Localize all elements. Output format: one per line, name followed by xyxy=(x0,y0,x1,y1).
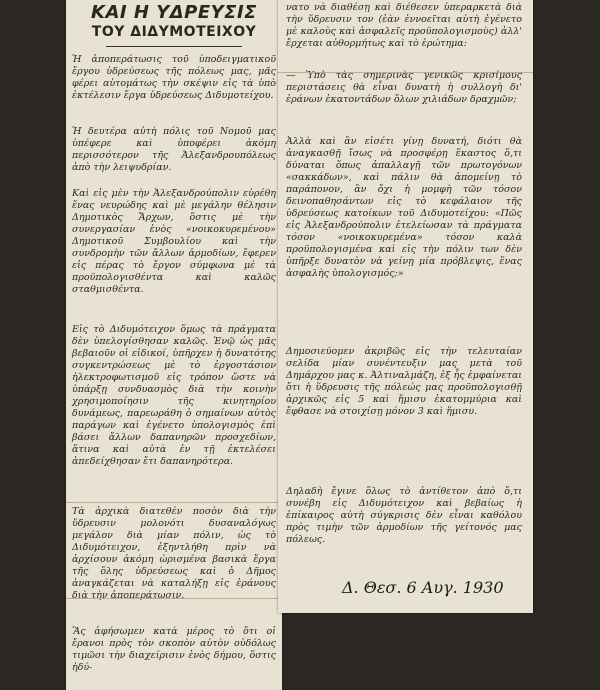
article-paragraph: — Ὑπὸ τὰς σημερινὰς γενικῶς κρισίμους περιστάσεις θὰ εἶναι δυνατὴ ἡ συλλογὴ δι' ἐράνων ἑκατοντάδων ὅλων χιλιάδων δραχμῶν; xyxy=(286,70,522,105)
article-paragraph: Εἰς τὸ Διδυμότειχον ὅμως τὰ πράγματα δὲν ὑπελογίσθησαν καλῶς. Ἐνῷ ὡς μᾶς βεβαιοῦν οἱ εἰδικοί, ὑπῆρχεν ἡ δυνατότης συγκεντρώσεως μὲ τὸ ἐργοστάσιον ἠλεκτροφωτισμοῦ εἰς τρόπον ὥστε νὰ ὑπάρξῃ συνδυασμὸς διὰ τὴν κοινὴν χρησιμοποίησιν τῆς κινητηρίου δυνάμεως, παρεωράθη ὁ σημαίνων αὐτὸς παράγων καὶ ἐγένετο ὑπολογισμὸς ἐπὶ βάσει ἄλλων δαπανηρῶν προσχεδίων, ἅτινα καὶ αὐτὰ ἐν τῇ ἐκτελέσει ἀπεδείχθησαν ἔτι δαπανηρότερα. xyxy=(72,324,276,467)
title-divider xyxy=(106,46,242,47)
article-subtitle: ΤΟΥ ΔΙΔΥΜΟΤΕΙΧΟΥ xyxy=(91,24,257,40)
fold-line xyxy=(278,72,533,73)
article-clipping-right xyxy=(278,0,533,613)
article-title: ΚΑΙ Η ΥΔΡΕΥΣΙΣ xyxy=(91,2,257,23)
article-paragraph: Δηλαδὴ ἔγινε ὅλως τὸ ἀντίθετον ἀπὸ ὅ,τι συνέβη εἰς Διδυμότειχον καὶ βεβαίως ἡ ἐπίκαιρος αὐτὴ σύγκρισις δὲν εἶναι καθόλου πρὸς τιμὴν τῶν ἁρμοδίων τῆς γείτονός μας πόλεως. xyxy=(286,486,522,545)
article-paragraph: Καὶ εἰς μὲν τὴν Ἀλεξανδρούπολιν εὑρέθη ἕνας νευρώδης καὶ μὲ μεγάλην θέλησιν Δημοτικὸς Ἄρχων, ὅστις μὲ τὴν συνεργασίαν ἑνὸς «νοικοκυρεμένου» Δημοτικοῦ Συμβουλίου καὶ τὴν συνδρομὴν τῶν ἄλλων ἁρμοδίων, ἔφερεν εἰς πέρας τὸ ἔργον σύμφωνα μὲ τὰ προϋπολογισθέντα καὶ καλῶς σταθμισθέντα. xyxy=(72,188,276,295)
article-paragraph: Ἀλλὰ καὶ ἂν εἰσέτι γίνῃ δυνατή, διότι θὰ ἀναγκασθῇ ἴσως νὰ προσφέρῃ ἕκαστος ὅ,τι δύναται ὅπως ἀπαλλαγῇ τῶν πρωτογόνων «σακκάδων», καὶ πάλιν θὰ ἀπομείνῃ τὸ παράπονον, ἂν ὄχι ἡ μομφὴ τῶν τόσον δεινοπαθησάντων εἰς τὸ κεφάλαιον τῆς ὑδρεύσεως κατοίκων τοῦ Διδυμοτείχου: «Πῶς εἰς Ἀλεξανδρούπολιν ἐτελείωσαν τὰ πράγματα τόσον «νοικοκυρεμένα» τόσον καλὰ προϋπολογισμένα καὶ εἰς τὴν πόλιν των δὲν ὑπῆρξε δυνατὸν νὰ γείνῃ μία πρόβλεψις, ἕνας ἀσφαλὴς ὑπολογισμός;» xyxy=(286,136,522,279)
article-clipping-left xyxy=(66,0,282,690)
article-paragraph: Τὰ ἀρχικὰ διατεθέν ποσὸν διὰ τὴν ὕδρευσιν μολονότι δυσαναλόγως μεγάλον διὰ μίαν πόλιν, ὡς τὸ Διδυμότειχον, ἐξηντλήθη πρὶν νὰ ἀρχίσουν ἀκόμη ὡρισμένα βασικὰ ἔργα τῆς ὅλης ὑδρεύσεως καὶ ὁ Δῆμος ἀναγκάζεται νὰ καταλήξῃ εἰς ἐράνους διὰ τὴν ἀποπεράτωσιν. xyxy=(72,506,276,601)
fold-line xyxy=(66,502,282,503)
article-paragraph: Ἂς ἀφήσωμεν κατὰ μέρος τὸ ὅτι οἱ ἔρανοι πρὸς τὸν σκοπὸν αὐτὸν οὐδόλως τιμῶσι τὴν διαχείρισιν ἑνὸς δήμου, ὅστις ἠδύ- xyxy=(72,626,276,673)
handwritten-date-note: Δ. Θεσ. 6 Αυγ. 1930 xyxy=(342,578,504,597)
article-paragraph: Ἡ ἀποπεράτωσις τοῦ ὑποδειγματικοῦ ἔργου ὑδρεύσεως τῆς πόλεως μας, μᾶς φέρει αὐτομάτως τὴν σκέψιν εἰς τὰ ὑπὸ ἐκτέλεσιν ἔργα ὑδρεύσεως Διδυμοτείχου. xyxy=(72,54,276,101)
article-paragraph: νατο νὰ διαθέσῃ καὶ διέθεσεν ὑπεραρκετὰ διὰ τὴν ὕδρευσιν τον (ἐὰν ἐννοεῖται αὐτὴ ἐγένετο μὲ καλοὺς καὶ ἀσφαλεῖς προϋπολογισμοὺς) ἀλλ' ἔρχεται αὐθορμήτως καὶ τὸ ἐρώτημα: xyxy=(286,2,522,49)
fold-line xyxy=(66,598,282,599)
article-paragraph: Ἡ δευτέρα αὐτὴ πόλις τοῦ Νομοῦ μας ὑπέφερε καὶ ὑποφέρει ἀκόμη περισσότερον τῆς Ἀλεξανδρουπόλεως ἀπὸ τὴν λειψυδρίαν. xyxy=(72,126,276,173)
article-paragraph: Δημοσιεύομεν ἀκριβῶς εἰς τὴν τελευταίαν σελίδα μίαν συνέντευξιν μας μετὰ τοῦ Δημάρχου μας κ. Ἀλτιναλμάζη, ἐξ ἧς ἐμφαίνεται ὅτι ἡ ὕδρευσις τῆς πόλεώς μας προϋπολογισθῇ ἀρχικῶς εἰς 5 καὶ ἥμισυ ἑκατομμύρια καὶ ἔφθασε νὰ στοιχίσῃ μόνον 3 καὶ ἥμισυ. xyxy=(286,346,522,417)
